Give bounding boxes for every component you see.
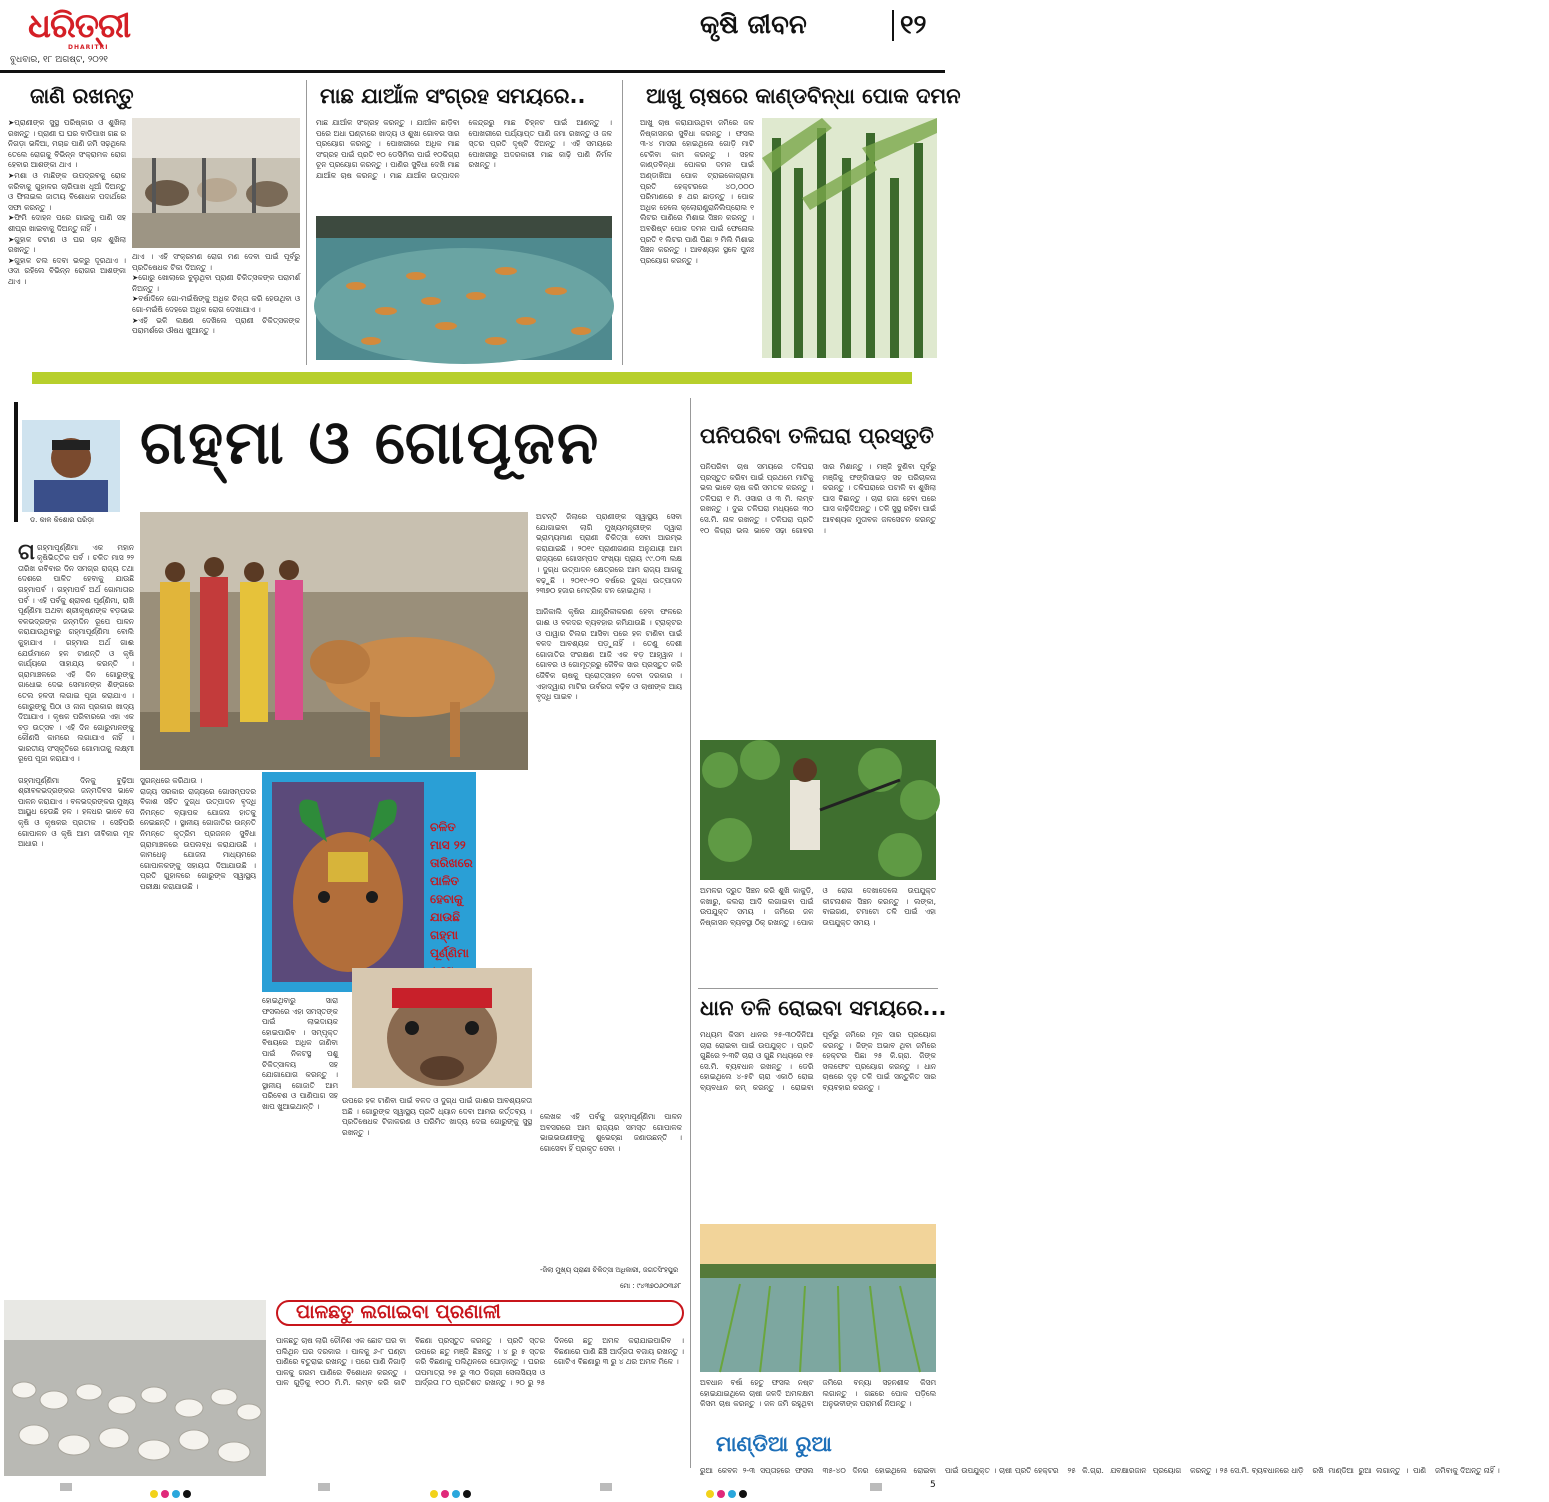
author-caption: ଡ. କାଳ କିଶୋର ପରିଡ଼ା: [30, 516, 95, 524]
page-corner-number: 5: [930, 1480, 936, 1490]
story-fish-headline: ମାଛ ଯାଆଁଳ ସଂଗ୍ରହ ସମୟରେ..: [320, 84, 586, 108]
story-paddy-headline: ଧାନ ତଳି ରୋଇବା ସମୟରେ...: [700, 996, 947, 1020]
main-story-col-a: [18, 532, 134, 1292]
cow-worship-photo: [140, 512, 528, 770]
main-headline: ଗହ୍ମା ଓ ଗୋପୂଜନ: [140, 408, 601, 478]
cow-shed-photo: [132, 118, 300, 248]
farmer-spraying-photo: [700, 740, 936, 880]
story-paddy-body-b: ଅବଧାନ ବର୍ଷା ହେତୁ ଫସଲ ନଷ୍ଟ ହୋଇଯାଇଥିଲେ ଚାଷୀ ଜଳଦି ଅମଳକ୍ଷମ କିସମ ଚାଷ କରନ୍ତୁ । ଜଳ ଜମି ରହୁଥିବା ଜମିରେ ବନ୍ୟା ସହନଶୀଳ କିସମ ଲଗାନ୍ତୁ । ଗଛରେ ପୋକ ପଡ଼ିଲେ ଅନୁଭବୀଙ୍କ ପରାମର୍ଶ ନିଅନ୍ତୁ ।: [700, 1378, 936, 1409]
fish-pond-photo: [316, 216, 612, 360]
print-footer: [0, 1478, 945, 1497]
main-story-col-d: ହୋଇଥିବାରୁ ସାରା ଫସଲରେ ଏହା ସମସ୍ତଙ୍କ ପାଇଁ ଲାଭଦାୟକ ହୋଇପାରିବ । ସମ୍ପୃକ୍ତ ବିଷୟରେ ଅଧିକ ଜାଣିବା ପାଇଁ ନିକଟସ୍ଥ ପଶୁ ଚିକିତ୍ସାଳୟ ସହ ଯୋଗାଯୋଗ କରନ୍ତୁ । ସ୍ଥାନୀୟ ଗୋଜାତି ଆମ ପରିବେଶ ଓ ପାଣିପାଗ ସହ ଖାପ ଖୁଆଇଥାନ୍ତି ।: [262, 996, 338, 1111]
mushroom-body: ପାଳଛତୁ ଚାଷ ଲାଗି ଚୌନିଶ ଏକ ଛୋଟ ଘର ବା ପଲିଥିନ ଘର ଦରକାର । ପାଳକୁ ୬-୮ ଘଣ୍ଟା ପାଣିରେ ବତୁରାଇ ରଖନ୍ତୁ । ପରେ ପାଣି ନିଗାଡ଼ି ପାଳକୁ ଗରମ ପାଣିରେ ବିଶୋଧନ କରନ୍ତୁ । ପାଳ ଗୁଡ଼ିକୁ ୧୦୦ ମି.ମି. ଲମ୍ବ କରି କାଟି ବିଛଣା ପ୍ରସ୍ତୁତ କରନ୍ତୁ । ପ୍ରତି ସ୍ତର ଉପରେ ଛତୁ ମଞ୍ଜି ଛିଞ୍ଚନ୍ତୁ । ୪ ରୁ ୫ ସ୍ତର କରି ବିଛଣାକୁ ପଲିଥିନରେ ଘୋଡ଼ାନ୍ତୁ । ଘରର ତାପମାତ୍ରା ୨୫ ରୁ ୩୦ ଡିଗ୍ରୀ ସେଲସିୟସ ଓ ଆର୍ଦ୍ରତା ୮୦ ପ୍ରତିଶତ ରଖନ୍ତୁ । ୨୦ ରୁ ୨୫ ଦିନରେ ଛତୁ ଅମଳ କରାଯାଇପାରିବ । ବିଛଣାରେ ପାଣି ଛିଞ୍ଚି ଆର୍ଦ୍ରତା ବଜାୟ ରଖନ୍ତୁ । ଗୋଟିଏ ବିଛଣାରୁ ୩ ରୁ ୪ ଥର ଅମଳ ମିଳେ ।: [276, 1336, 684, 1388]
print-mark: [600, 1483, 612, 1491]
story-sugarcane-headline: ଆଖୁ ଚାଷରେ କାଣ୍ଡବିନ୍ଧା ପୋକ ଦମନ: [646, 84, 961, 108]
mushroom-photo: [4, 1300, 266, 1476]
main-story-col-a-text: ଗହ୍ମାପୂର୍ଣ୍ଣିମା ଏକ ମହାନ କୃଷିଭିତ୍ତିକ ପର୍ବ । ଚଳିତ ମାସ ୨୨ ତାରିଖ ରବିବାର ଦିନ ସମଗ୍ର ରାଜ୍ୟ ତଥା ଦେଶରେ ପାଳିତ ହେବାକୁ ଯାଉଛି ଗହ୍ମାପର୍ବ । ଗହ୍ମାପର୍ବ ଅର୍ଥ ଗୋମାତାର ପର୍ବ । ଏହି ପର୍ବକୁ ଶ୍ରାବଣ ପୂର୍ଣ୍ଣିମା, ରାଖି ପୂର୍ଣ୍ଣିମା ଅଥବା ଶ୍ରୀକୃଷ୍ଣଙ୍କ ବଡ଼ଭାଇ ବଳଭଦ୍ରଙ୍କ ଜନ୍ମଦିନ ରୂପେ ପାଳନ କରାଯାଉଥିବାରୁ ଗହ୍ମାପୂର୍ଣ୍ଣିମା ବୋଲି କୁହାଯାଏ । ଗହ୍ମାର ଅର୍ଥ ଗାଈ ଯେଉଁମାନେ ହଳ ଟାଣନ୍ତି ଓ କୃଷି କାର୍ଯ୍ୟରେ ସାହାଯ୍ୟ କରନ୍ତି । ଗ୍ରାମାଞ୍ଚଳରେ ଏହି ଦିନ ଗୋରୁଙ୍କୁ ଗାଧୋଇ ଦେଇ ସେମାନଙ୍କ ଶିଙ୍ଗରେ ତେଲ ହଳଦୀ ଲଗାଇ ପୂଜା କରାଯାଏ । ଗୋରୁଙ୍କୁ ପିଠା ଓ ନାନା ପ୍ରକାର ଖାଦ୍ୟ ଦିଆଯାଏ । କୃଷକ ପରିବାରରେ ଏହା ଏକ ବଡ଼ ଉତ୍ସବ । ଏହି ଦିନ ଗୋରୁମାନଙ୍କୁ କୌଣସି କାମରେ ଲଗାଯାଏ ନାହିଁ । ଭାରତୀୟ ସଂସ୍କୃତିରେ ଗୋମାତାକୁ ଲକ୍ଷ୍ମୀ ରୂପେ ପୂଜା କରାଯାଏ । ଗହ୍ମାପୂର୍ଣ୍ଣିମା ଦିନକୁ ବୁଢ଼ିଆ ଶ୍ରୀବଳଭଦ୍ରଙ୍କର ଜନ୍ମଦିବସ ଭାବେ ପାଳନ କରାଯାଏ । ବଳଭଦ୍ରଙ୍କର ମୁଖ୍ୟ ଆୟୁଧ ହେଉଛି ହଳ । ହଳଧର ଭାବେ ସେ କୃଷି ଓ କୃଷକର ପ୍ରତୀକ । ସେହିପରି ଗୋପାଳନ ଓ କୃଷି ଆମ ଜୀବିକାର ମୂଳ ଆଧାର ।: [18, 542, 134, 849]
decorated-cow-photo: [272, 782, 424, 982]
dropcap: ଗ: [18, 539, 35, 565]
dateline: ବୁଧବାର, ୧୮ ଅଗଷ୍ଟ, ୨୦୨୧: [10, 55, 108, 65]
byline: -ଜିଲା ମୁଖ୍ୟ ପ୍ରାଣୀ ଚିକିତ୍ସା ଅଧିକାରୀ, ଜଗତସିଂହପୁର: [540, 1266, 679, 1274]
sugarcane-photo: [762, 118, 937, 358]
main-story-col-e: ଉପରେ ହଳ ଟାଣିବା ପାଇଁ ବଳଦ ଓ ଦୁଗ୍ଧ ପାଇଁ ଗାଈର ଆବଶ୍ୟକତା ଅଛି । ଗୋରୁଙ୍କ ସ୍ୱାସ୍ଥ୍ୟ ପ୍ରତି ଧ୍ୟାନ ଦେବା ଆମର କର୍ତ୍ତବ୍ୟ । ପ୍ରତିଷେଧକ ଟିକାକରଣ ଓ ପରିମିତ ଖାଦ୍ୟ ଦେଇ ଗୋରୁଙ୍କୁ ସୁସ୍ଥ ରଖନ୍ତୁ ।: [342, 1096, 532, 1137]
print-mark: [60, 1483, 72, 1491]
headline-bracket: [14, 402, 18, 522]
masthead-rule: [0, 70, 945, 73]
story-sugarcane-body: ଆଖୁ ଚାଷ କରାଯାଉଥିବା ଜମିରେ ଜଳ ନିଷ୍କାସନର ସୁବିଧା କରନ୍ତୁ । ଫସଲ ୩-୪ ମାସର ହୋଇଥିଲେ ଗୋଡ଼ି ମାଟି ଟେକିବା କାମ କରନ୍ତୁ । ସହଳ କାଣ୍ଡବିନ୍ଧା ପୋକର ଦମନ ପାଇଁ ଅଣ୍ଡାଖିଆ ପୋକ ଟ୍ରାଇକୋଗ୍ରାମା ପ୍ରତି ହେକ୍ଟରରେ ୪୦,୦୦୦ ପରିମାଣରେ ୫ ଥର ଛାଡ଼ନ୍ତୁ । ପୋକ ଅଧିକ ହେଲେ କ୍ଲୋରାଣ୍ଟ୍ରାନିଲିପ୍ରୋଲ ୧ ଲିଟର ପାଣିରେ ମିଶାଇ ସିଞ୍ଚନ କରନ୍ତୁ । ଅବଶିଷ୍ଟ ପୋକ ଦମନ ପାଇଁ ଫେନୋଲ ପ୍ରତି ୧ ଲିଟର ପାଣି ପିଛା ୨ ମିଲି ମିଶାଇ ସିଞ୍ଚନ କରନ୍ତୁ । ଆବଶ୍ୟକ ସ୍ଥଳେ ପୁନଃ ପ୍ରୟୋଗ କରନ୍ତୁ ।: [640, 118, 754, 265]
column-divider: [622, 80, 623, 365]
section-rule: [698, 988, 938, 989]
section-separator-bar: [32, 372, 912, 384]
main-story-col-f: ଲେଖକ ଏହି ପର୍ବକୁ ଗହ୍ମାପୂର୍ଣ୍ଣିମା ପାଳନ ଅବସରରେ ଆମ ରାଜ୍ୟର ସମସ୍ତ ଗୋପାଳକ ଭାଇଭଉଣୀଙ୍କୁ ଶୁଭେଚ୍ଛା ଜଣାଉଛନ୍ତି । ଗୋସେବା ହିଁ ପ୍ରକୃତ ସେବା ।: [540, 1112, 682, 1153]
story-paddy-body: ମଧ୍ୟମ କିସମ ଧାନର ୨୫-୩୦ଦିନିଆ ଚାରା ରୋଇବା ପାଇଁ ଉପଯୁକ୍ତ । ପ୍ରତି ଗୁଛିରେ ୨-୩ଟି ଚାରା ଓ ଗୁଛି ମଧ୍ୟରେ ୧୫ ସେ.ମି. ବ୍ୟବଧାନ ରଖନ୍ତୁ । ଡେରି ହୋଇଥିଲେ ୪-୫ଟି ଚାରା ଏକାଠି ରୋଇ ବ୍ୟବଧାନ କମ୍ କରନ୍ତୁ । ରୋଇବା ପୂର୍ବରୁ ଜମିରେ ମୂଳ ସାର ପ୍ରୟୋଗ କରନ୍ତୁ । ଜିଙ୍କ ଅଭାବ ଥିବା ଜମିରେ ହେକ୍ଟର ପିଛା ୨୫ କି.ଗ୍ରା. ଜିଙ୍କ ସଲଫେଟ ପ୍ରୟୋଗ କରନ୍ତୁ । ଧାନ ଚାଷରେ ଦୃଢ଼ ତଳି ପାଇଁ ସନ୍ତୁଳିତ ସାର ବ୍ୟବହାର କରନ୍ତୁ ।: [700, 1030, 936, 1092]
main-story-col-b: ସୁଗନ୍ଧରେ କରିଥାଉ । ରାଜ୍ୟ ସରକାର ରାଜ୍ୟରେ ଗୋସମ୍ପଦର ବିକାଶ ସହିତ ଦୁଗ୍ଧ ଉତ୍ପାଦନ ବୃଦ୍ଧି ନିମନ୍ତେ ବ୍ୟାପକ ଯୋଜନା ହାତକୁ ନେଇଛନ୍ତି । ସ୍ଥାନୀୟ ଗୋଜାତିର ଉନ୍ନତି ନିମନ୍ତେ କୃତ୍ରିମ ପ୍ରଜନନ ସୁବିଧା ଗ୍ରାମାଞ୍ଚଳରେ ଉପଲବ୍ଧ କରାଯାଉଛି । କାମଧେନୁ ଯୋଜନା ମାଧ୍ୟମରେ ଗୋପାଳକଙ୍କୁ ସହାୟତା ଦିଆଯାଉଛି । ପ୍ରତି ଗୁହାଳରେ ଗୋରୁଙ୍କ ସ୍ୱାସ୍ଥ୍ୟ ପରୀକ୍ଷା କରାଯାଉଛି ।: [140, 776, 256, 891]
story-jani-rakhantu-body-b: ଥାଏ । ଏହି ସଂକ୍ରମଣ ରୋଗ ମଣ ଦେବା ପାଇଁ ପୂର୍ବରୁ ପ୍ରତିଷେଧକ ଟିକା ଦିଅନ୍ତୁ । ➤ଗୋରୁ ଖୋଲାରେ ବୁଲୁଥିବା ପ୍ରାଣୀ ଚିକିତ୍ସକଙ୍କ ପରାମର୍ଶ ନିଅନ୍ତୁ । ➤ବର୍ଷାଦିନେ ଗୋ-ମଇଁଷିଙ୍କୁ ଅଧିକ ଚିନ୍ତା କରି ହେଉଥିବା ଓ ଗୋ-ମଇଁଷି ଦେହରେ ଅଧିକ ରୋଗ ଦେଖାଯାଏ । ➤ଏହି ଭଳି ଲକ୍ଷଣ ଦେଖିଲେ ପ୍ରାଣୀ ଚିକିତ୍ସକଙ୍କ ପରାମର୍ଶରେ ଔଷଧ ଖୁଆନ୍ତୁ ।: [132, 252, 300, 336]
column-divider: [690, 398, 691, 1468]
cmyk-dots: [430, 1483, 474, 1502]
masthead-logo: ଧରିତ୍ରୀ: [28, 6, 131, 46]
story-mandia-body: ରୁଆ କେବଳ ୨-୩ ସପ୍ତାହରେ ଫସଲ ୩୫-୪୦ ଦିନର ହୋଇଥିଲେ ରୋଇବା ପାଇଁ ଉପଯୁକ୍ତ । ଚାଷୀ ପ୍ରତି ହେକ୍ଟର ୨୫ କି.ଗ୍ରା. ଯବକ୍ଷାରଜାନ ପ୍ରୟୋଗ କରନ୍ତୁ । ୨୫ ସେ.ମି. ବ୍ୟବଧାନରେ ଧାଡ଼ି ରଖି ମାଣ୍ଡିଆ ରୁଆ ଲଗାନ୍ତୁ । ପାଣି ଜମିବାକୁ ଦିଅନ୍ତୁ ନାହିଁ ।: [700, 1466, 1500, 1475]
main-story-col-c: ଅଟନ୍ତି ଜିଲାରେ ପ୍ରାଣୀଙ୍କ ସ୍ୱାସ୍ଥ୍ୟ ସେବା ଯୋଗାଇବା ଲାଗି ମୁଖ୍ୟମନ୍ତ୍ରୀଙ୍କ ଦ୍ୱାରା ଭ୍ରାମ୍ୟମାଣ ପ୍ରାଣୀ ଚିକିତ୍ସା ସେବା ଆରମ୍ଭ କରାଯାଇଛି । ୨୦୧୯ ପ୍ରାଣୀଗଣନା ଅନୁଯାୟୀ ଆମ ରାଜ୍ୟରେ ଗୋସମ୍ପଦ ସଂଖ୍ୟା ପ୍ରାୟ ୯୯.୦୩ ଲକ୍ଷ । ଦୁଗ୍ଧ ଉତ୍ପାଦନ କ୍ଷେତ୍ରରେ ଆମ ରାଜ୍ୟ ଆଗକୁ ବଢ଼ୁଛି । ୨୦୧୯-୨୦ ବର୍ଷରେ ଦୁଗ୍ଧ ଉତ୍ପାଦନ ୨୩୭୦ ହଜାର ମେଟ୍ରିକ ଟନ ହୋଇଥିଲା । ଆଜିକାଲି କୃଷିର ଯାନ୍ତ୍ରିକୀକରଣ ହେବା ଫଳରେ ଗାଈ ଓ ବଳଦର ବ୍ୟବହାର କମିଯାଉଛି । ଟ୍ରାକ୍ଟର ଓ ପାୱାର ଟିଲର ଆସିବା ପରେ ହଳ ଟାଣିବା ପାଇଁ ବଳଦ ଆବଶ୍ୟକ ପଡ଼ୁନାହିଁ । ତେଣୁ ଦେଶୀ ଗୋଜାତିର ସଂରକ୍ଷଣ ଆଜି ଏକ ବଡ଼ ଆହ୍ୱାନ । ଗୋବର ଓ ଗୋମୂତ୍ରରୁ ଜୈବିକ ସାର ପ୍ରସ୍ତୁତ କରି ଜୈବିକ ଚାଷକୁ ପ୍ରୋତ୍ସାହନ ଦେବା ଦରକାର । ଏହାଦ୍ୱାରା ମାଟିର ଉର୍ବରତା ବଢ଼ିବ ଓ ଚାଷୀଙ୍କ ଆୟ ବୃଦ୍ଧି ପାଇବ ।: [536, 512, 682, 702]
story-fish-body: ମାଛ ଯାଆଁଳ ସଂଗ୍ରହ କରନ୍ତୁ । ଯାଆଁଳ ଛାଡ଼ିବା ପରେ ଅଧା ଘଣ୍ଟାରେ ଖାଦ୍ୟ ଓ ଶୁଖା ଗୋବର ସାର ପ୍ରୟୋଗ କରନ୍ତୁ । ପୋଖରୀରେ ଅଧିକ ମାଛ ସଂଗ୍ରହ ପାଇଁ ପ୍ରତି ୧୦ ଡେସିମିଲ ପାଇଁ ୧୦କିଗ୍ରା ଚୂନ ପ୍ରୟୋଗ କରନ୍ତୁ । ପାଣିର ସୁବିଧା ଦେଖି ମାଛ ଯାଆଁଳ ଚାଷ କରନ୍ତୁ । ମାଛ ଯାଆଁଳ ଉତ୍ପାଦନ କେନ୍ଦ୍ରରୁ ମାଛ ଚିହ୍ନଟ ପାଇଁ ଆଣନ୍ତୁ । ପୋଖରୀରେ ପର୍ଯ୍ୟାପ୍ତ ପାଣି ଜମା ରଖନ୍ତୁ ଓ ଜଳ ସ୍ତର ପ୍ରତି ଦୃଷ୍ଟି ଦିଅନ୍ତୁ । ଏହି ସମୟରେ ପୋଖରୀରୁ ଅଦରକାରୀ ମାଛ କାଢ଼ି ପାଣି ନିର୍ମଳ ରଖନ୍ତୁ ।: [316, 118, 612, 180]
story-vegetable-nursery-body: ପନିପରିବା ଚାଷ ସମୟରେ ତଳିଘରା ପ୍ରସ୍ତୁତ କରିବା ପାଇଁ ପ୍ରଥମେ ମାଟିକୁ ଭଲ ଭାବେ ଚାଷ କରି ସମତଳ କରନ୍ତୁ । ତଳିଘରା ୧ ମି. ଓସାର ଓ ୩ ମି. ଲମ୍ବ ରଖନ୍ତୁ । ଦୁଇ ତଳିଘରା ମଧ୍ୟରେ ୩୦ ସେ.ମି. ନାଳ ରଖନ୍ତୁ । ତଳିଘରା ପ୍ରତି ୧୦ କିଗ୍ରା ଭଲ ଭାବେ ସଢ଼ା ଗୋବର ସାର ମିଶାନ୍ତୁ । ମଞ୍ଜି ବୁଣିବା ପୂର୍ବରୁ ମଞ୍ଜିକୁ ଫଙ୍ଗିସାଇଡ଼ ସହ ପରିଚାଳନା କରନ୍ତୁ । ତଳିଘରାରେ ପଟାଳି ବା ଶୁଖିଲା ଘାସ ବିଛାନ୍ତୁ । ଚାରା ଗଜା ହେବା ପରେ ଘାସ କାଢ଼ିଦିଅନ୍ତୁ । ତଳି ସୁସ୍ଥ ରହିବା ପାଇଁ ଆବଶ୍ୟକ ମୁତାବକ ଜଳସେଚନ କରନ୍ତୁ ।: [700, 462, 936, 535]
paddy-field-photo: [700, 1224, 936, 1372]
print-mark: [318, 1483, 330, 1491]
story-jani-rakhantu-headline: ଜାଣି ରଖନ୍ତୁ: [30, 84, 134, 108]
cmyk-dots: [150, 1483, 194, 1502]
story-vegetable-nursery-headline: ପନିପରିବା ତଳିଘରା ପ୍ରସ୍ତୁତି: [700, 424, 934, 448]
mushroom-headline: ପାଳଛତୁ ଲଗାଇବା ପ୍ରଣାଳୀ: [296, 1301, 501, 1323]
page-number: ୧୨: [892, 10, 927, 41]
story-vegetable-nursery-body-b: ଅମଳର ଦ୍ରୁତ ସିଞ୍ଚନ କରି ଶୁଖି କାକୁଡ଼ି, କଖାରୁ, କଲରା ଆଦି ଲଗାଇବା ପାଇଁ ଉପଯୁକ୍ତ ସମୟ । ଜମିରେ ଜଳ ନିଷ୍କାସନ ବ୍ୟବସ୍ଥା ଠିକ୍ ରଖନ୍ତୁ । ପୋକ ଓ ରୋଗ ଦେଖାଦେଲେ ଉପଯୁକ୍ତ କୀଟନାଶକ ସିଞ୍ଚନ କରନ୍ତୁ । ଲଙ୍କା, ବାଇଗଣ, ଟମାଟୋ ତଳି ପାଇଁ ଏହା ଉପଯୁକ୍ତ ସମୟ ।: [700, 886, 936, 927]
author-photo: [22, 420, 120, 512]
story-jani-rakhantu-body-a: ➤ପ୍ରାଣୀଙ୍କ ସୁସ୍ଥ ପରିଷ୍କାର ଓ ଶୁଖିଲା ରଖନ୍ତୁ । ପ୍ରାଣୀ ଘ ଘର ବାଡିପାଖ ଗଛ ର ନିଗଡ଼ା ଭଳିଆ, ମଚାଚ୍ଚ ପାଣି ଜମି ସଢ଼ଥିଲେ ତେଲେ ରୋଗକୁ ବିଭିନ୍ନ ସଂକ୍ରାମକ ରୋଗ ହେବାର ଆଶଙ୍କା ଥାଏ । ➤ମଶା ଓ ମାଛିଙ୍କ ଉପଦ୍ରବକୁ ରୋକ କରିବାକୁ ଗୁହାଳର ଚାରିପାଖ ଧୂଆଁ ଦିଅନ୍ତୁ ଓ ଫିନାଇଲ ଜାତୀୟ ବିଶୋଧକ ପଦାର୍ଥରେ ସଫା କରନ୍ତୁ । ➤ଫିମି ଦୋହନ ପରେ ଗାଇକୁ ପାଣି ସହ ଶୀଘ୍ର ଖାଇବାକୁ ଦିଅନ୍ତୁ ନାହିଁ । ➤ଗୁହାଳ ଚଟାଣ ଓ ଘର ଚାଳ ଶୁଖିଲା ରଖନ୍ତୁ । ➤ଗୁହାଳ ଚଲ ଦେବା ଭଳରୁ ଦୂରଥାଏ । ଓଦା ରହିଲେ ବିଭିନ୍ନ ରୋଗର ଆଶଙ୍କା ଥାଏ ।: [8, 118, 126, 286]
masthead-logo-sub: DHARITRI: [68, 44, 109, 51]
story-mandia-headline: ମାଣ୍ଡିଆ ରୁଆ: [716, 1432, 832, 1456]
pull-quote-text: ଚଳିତ ମାସ ୨୨ ତାରିଖରେ ପାଳିତ ହେବାକୁ ଯାଉଛି ଗହ୍ମା ପୂର୍ଣ୍ଣିମା: [430, 820, 473, 960]
cow-face-photo: [352, 968, 532, 1088]
phone: ମୋ : ୯୪୩୭୦୬୦୩୬୮: [620, 1282, 682, 1290]
cmyk-dots: [706, 1483, 750, 1502]
column-divider: [306, 80, 307, 365]
print-mark: [870, 1483, 882, 1491]
section-title: କୃଷି ଜୀବନ: [700, 10, 807, 40]
